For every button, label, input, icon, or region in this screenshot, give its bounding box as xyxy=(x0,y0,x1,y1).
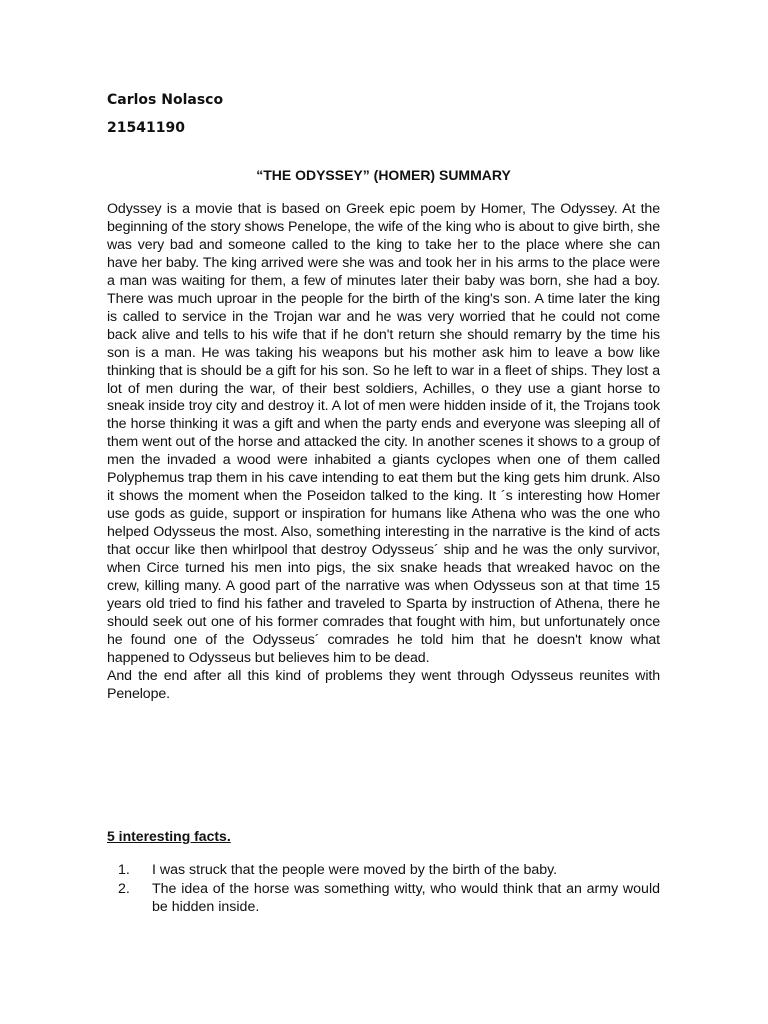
list-item-text: I was struck that the people were moved by the birth of the baby. xyxy=(152,862,558,878)
facts-list xyxy=(107,861,660,917)
author-name: Carlos Nolasco xyxy=(107,92,224,108)
student-id: 21541190 xyxy=(107,120,185,136)
list-item-text: The idea of the horse was something witty, who would think that an army would be hidden inside. xyxy=(152,881,660,915)
facts-heading: 5 interesting facts. xyxy=(107,828,231,844)
summary-paragraph: Odyssey is a movie that is based on Greek epic poem by Homer, The Odyssey. At the beginning of the story shows Penelope, the wife of the king who is about to give birth, she was very bad and someone called to the king to take her to the place where she can have her baby. The king arrived were she was and took her in his arms to the place were a man was waiting for them, a few of minutes later their baby was born, she had a boy. There was much uproar in the people for the birth of the king's son. A time later the king is called to service in the Trojan war and he was very worried that he could not come back alive and tells to his wife that if he don't return she should remarry by the time his son is a man. He was taking his weapons but his mother ask him to leave a bow like thinking that is should be a gift for his son. So he left to war in a fleet of ships. They lost a lot of men during the war, of their best soldiers, Achilles, o they use a giant horse to sneak inside troy city and destroy it. A lot of men were hidden inside of it, the Trojans took the horse thinking it was a gift and when the party ends and everyone was sleeping all of them went out of the horse and attacked the city. In another scenes it shows to a group of men the invaded a wood were inhabited a giants cyclopes when one of them called Polyphemus trap them in his cave intending to eat them but the king gets him drunk. Also it shows the moment when the Poseidon talked to the king. It ´s interesting how Homer use gods as guide, support or inspiration for humans like Athena who was the one who helped Odysseus the most. Also, something interesting in the narrative is the kind of acts that occur like then whirlpool that destroy Odysseus´ ship and he was the only survivor, when Circe turned his men into pigs, the six snake heads that wreaked havoc on the crew, killing many. A good part of the narrative was when Odysseus son at that time 15 years old tried to find his father and traveled to Sparta by instruction of Athena, there he should seek out one of his former comrades that fought with him, but unfortunately once he found one of the Odysseus´ comrades he told him that he doesn't know what happened to Odysseus but believes him to be dead. xyxy=(107,201,660,666)
document-title: “THE ODYSSEY” (HOMER) SUMMARY xyxy=(256,167,511,183)
list-item xyxy=(107,880,660,916)
summary-body xyxy=(107,201,660,704)
list-number: 1. xyxy=(118,862,130,878)
list-number: 2. xyxy=(118,881,130,897)
summary-paragraph: And the end after all this kind of problems they went through Odysseus reunites with Penelope. xyxy=(107,667,660,702)
list-item xyxy=(107,861,660,879)
